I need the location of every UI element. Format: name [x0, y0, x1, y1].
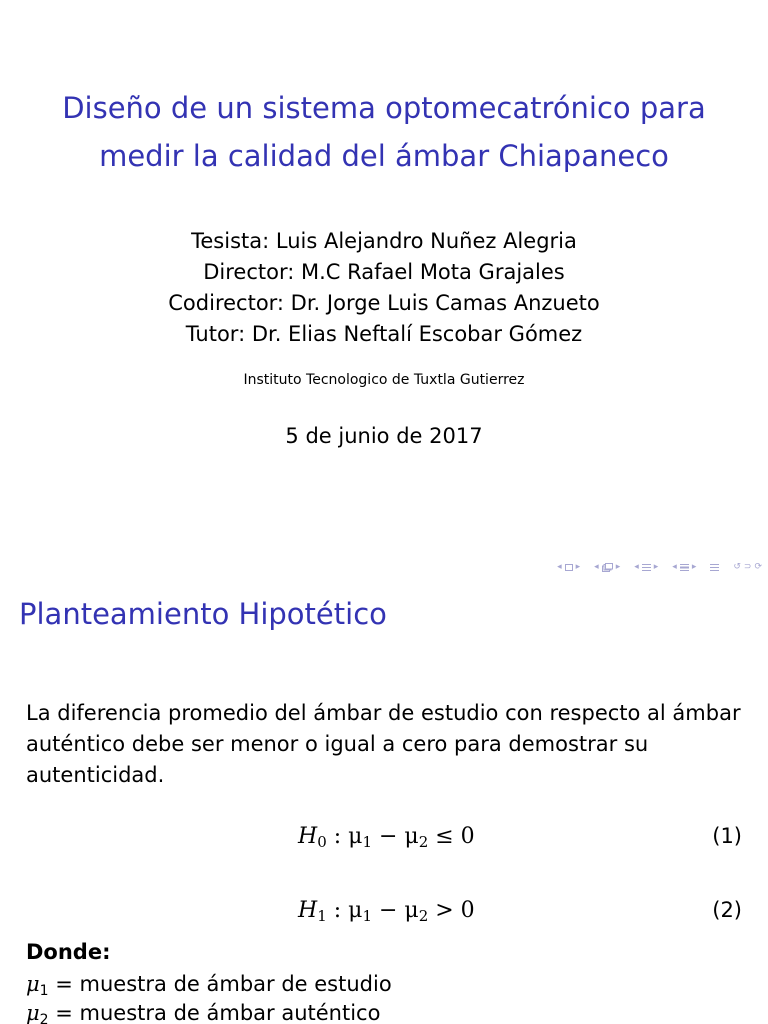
hypothesis-paragraph	[26, 698, 746, 791]
section-nav-icon[interactable]: ◂ ▸	[634, 562, 659, 572]
frame-nav-icon[interactable]: ◂ ▸	[557, 562, 581, 572]
author-tutor: Tutor: Dr. Elias Neftalí Escobar Gómez	[185, 322, 583, 346]
search-nav-icon[interactable]: ↺ ⊃ ⟳	[733, 562, 762, 572]
beamer-navigation-bar	[543, 562, 762, 572]
where-label: Donde:	[26, 940, 111, 964]
equation-body: $H_0$ : $\mu_1 - \mu_2 \le 0$	[298, 824, 475, 851]
definition-mu2: $\mu_2$ = muestra de ámbar auténtico	[26, 1001, 381, 1024]
presentation-title	[0, 84, 768, 180]
hypothesis-slide	[0, 562, 768, 1024]
institute: Instituto Tecnologico de Tuxtla Gutierrez	[243, 372, 525, 388]
definition-mu1: $\mu_1$ = muestra de ámbar de estudio	[26, 972, 392, 999]
equation-number: (2)	[712, 898, 742, 922]
title-line-2: medir la calidad del ámbar Chiapaneco	[99, 139, 669, 173]
slide-nav-icon[interactable]: ◂ ▸	[672, 562, 697, 572]
presentation-date: 5 de junio de 2017	[285, 424, 483, 448]
appendix-nav-icon[interactable]	[710, 563, 719, 572]
author-director: Director: M.C Rafael Mota Grajales	[203, 260, 565, 284]
author-list	[0, 226, 768, 350]
author-codirector: Codirector: Dr. Jorge Luis Camas Anzueto	[168, 291, 600, 315]
subsection-nav-icon[interactable]: ◂ ▸	[594, 562, 621, 572]
equation-number: (1)	[712, 824, 742, 848]
title-line-1: Diseño de un sistema optomecatrónico para	[62, 91, 706, 125]
paragraph-line-3: autenticidad.	[26, 763, 165, 787]
equation-body: $H_1$ : $\mu_1 - \mu_2 > 0$	[298, 898, 475, 925]
paragraph-line-2: auténtico debe ser menor o igual a cero para demostrar su	[26, 732, 649, 756]
author-thesis-student: Tesista: Luis Alejandro Nuñez Alegria	[191, 229, 577, 253]
paragraph-line-1: La diferencia promedio del ámbar de estudio con respecto al ámbar	[26, 701, 741, 725]
frame-title: Planteamiento Hipotético	[19, 597, 387, 631]
